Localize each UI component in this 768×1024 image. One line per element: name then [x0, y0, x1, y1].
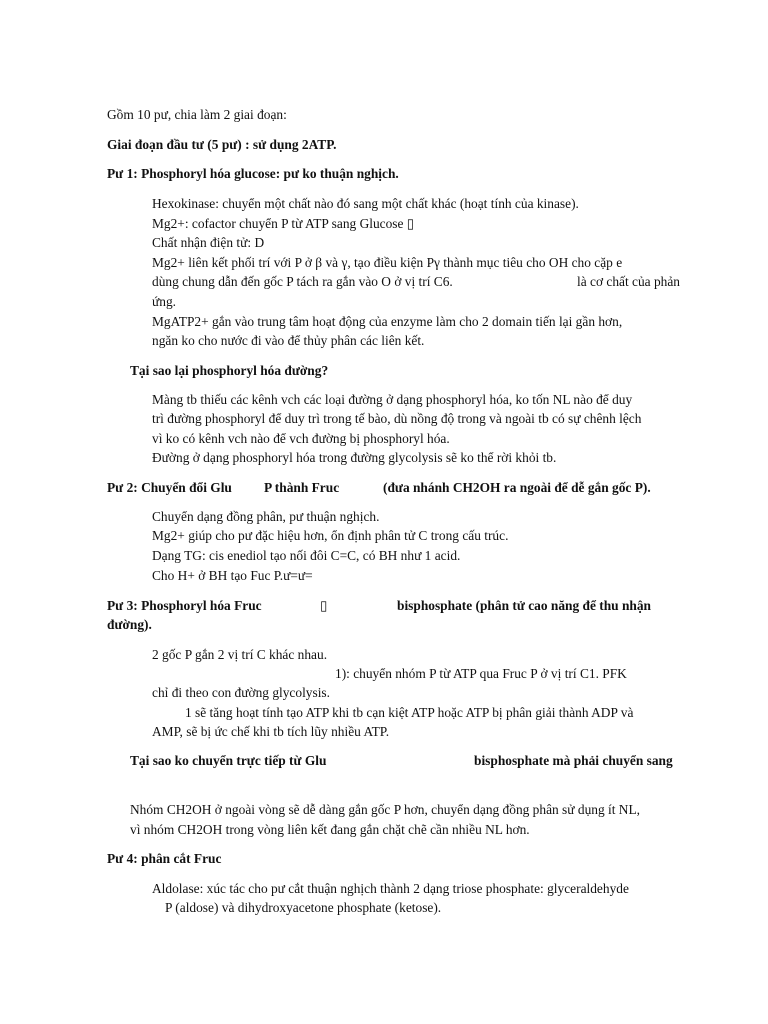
pu1-answer-line: vì ko có kênh vch nào để vch đường bị phosphoryl hóa. — [152, 431, 450, 446]
pu1-heading: Pư 1: Phosphoryl hóa glucose: pư ko thuận nghịch. — [107, 166, 399, 181]
pu1-line: Mg2+ liên kết phối trí với P ở β và γ, tạo điều kiện Pγ thành mục tiêu cho OH cho cặp e — [152, 255, 623, 270]
pu3-line: chỉ đi theo con đường glycolysis. — [152, 685, 330, 700]
pu1-question: Tại sao lại phosphoryl hóa đường? — [130, 363, 329, 378]
pu4-line: Aldolase: xúc tác cho pư cắt thuận nghịch thành 2 dạng triose phosphate: glyceraldehyde — [152, 881, 629, 896]
pu1-answer-line: Đường ở dạng phosphoryl hóa trong đường glycolysis sẽ ko thể rời khỏi tb. — [152, 450, 557, 465]
pu4-line: P (aldose) và dihydroxyacetone phosphate (ketose). — [165, 900, 442, 915]
pu1-line: Chất nhận điện tử: D — [152, 235, 265, 250]
pu3-line: 1 sẽ tăng hoạt tính tạo ATP khi tb cạn kiệt ATP hoặc ATP bị phân giải thành ADP và — [185, 705, 634, 720]
pu1-line: là cơ chất của phản — [577, 274, 680, 289]
pu3-line: AMP, sẽ bị ức chế khi tb tích lũy nhiều ATP. — [152, 724, 390, 739]
pu1-line: Mg2+: cofactor chuyển P từ ATP sang Glucose ▯ — [152, 216, 415, 231]
intro-text: Gồm 10 pư, chia làm 2 giai đoạn: — [107, 107, 287, 122]
pu1-answer-line: trì đường phosphoryl để duy trì trong tế bào, dù nồng độ trong và ngoài tb có sự chênh lệch — [152, 411, 642, 426]
pu1-line: ngăn ko cho nước đi vào để thủy phân các liên kết. — [152, 333, 425, 348]
pu2-line: Chuyển dạng đồng phân, pư thuận nghịch. — [152, 509, 380, 524]
pu1-line: MgATP2+ gắn vào trung tâm hoạt động của enzyme làm cho 2 domain tiến lại gần hơn, — [152, 314, 623, 329]
pu3-heading-symbol: ▯ — [320, 598, 328, 613]
pu3-answer-line: Nhóm CH2OH ở ngoài vòng sẽ dễ dàng gắn gốc P hơn, chuyển dạng đồng phân sử dụng ít NL, — [130, 802, 640, 817]
pu3-question: bisphosphate mà phải chuyển sang — [474, 753, 673, 768]
pu2-heading: P thành Fruc — [264, 480, 340, 495]
pu2-heading: (đưa nhánh CH2OH ra ngoài để dễ gắn gốc P). — [383, 480, 651, 495]
pu2-heading: Pư 2: Chuyển đổi Glu — [107, 480, 232, 495]
pu1-line: dùng chung dẫn đến gốc P tách ra gắn vào O ở vị trí C6. — [152, 274, 453, 289]
pu2-line: Dạng TG: cis enediol tạo nối đôi C=C, có BH như 1 acid. — [152, 548, 461, 563]
phase1-heading: Giai đoạn đầu tư (5 pư) : sử dụng 2ATP. — [107, 137, 337, 152]
pu1-line: Hexokinase: chuyển một chất nào đó sang một chất khác (hoạt tính của kinase). — [152, 196, 579, 211]
pu3-heading: bisphosphate (phân tử cao năng để thu nhận — [397, 598, 651, 613]
pu3-line: 1): chuyển nhóm P từ ATP qua Fruc P ở vị trí C1. PFK — [335, 666, 627, 681]
pu3-heading: Pư 3: Phosphoryl hóa Fruc — [107, 598, 262, 613]
pu2-line: Cho H+ ở BH tạo Fuc P.ư=ư= — [152, 568, 313, 583]
pu3-answer-line: vì nhóm CH2OH trong vòng liên kết đang gắn chặt chẽ cần nhiều NL hơn. — [130, 822, 530, 837]
pu1-line: ứng. — [152, 294, 176, 309]
pu4-heading: Pư 4: phân cắt Fruc — [107, 851, 222, 866]
pu3-question: Tại sao ko chuyển trực tiếp từ Glu — [130, 753, 327, 768]
pu3-line: 2 gốc P gắn 2 vị trí C khác nhau. — [152, 647, 328, 662]
pu1-answer-line: Màng tb thiếu các kênh vch các loại đường ở dạng phosphoryl hóa, ko tốn NL nào để duy — [152, 392, 633, 407]
pu3-heading: đường). — [107, 617, 152, 632]
pu2-line: Mg2+ giúp cho pư đặc hiệu hơn, ổn định phân tử C trong cấu trúc. — [152, 528, 509, 543]
